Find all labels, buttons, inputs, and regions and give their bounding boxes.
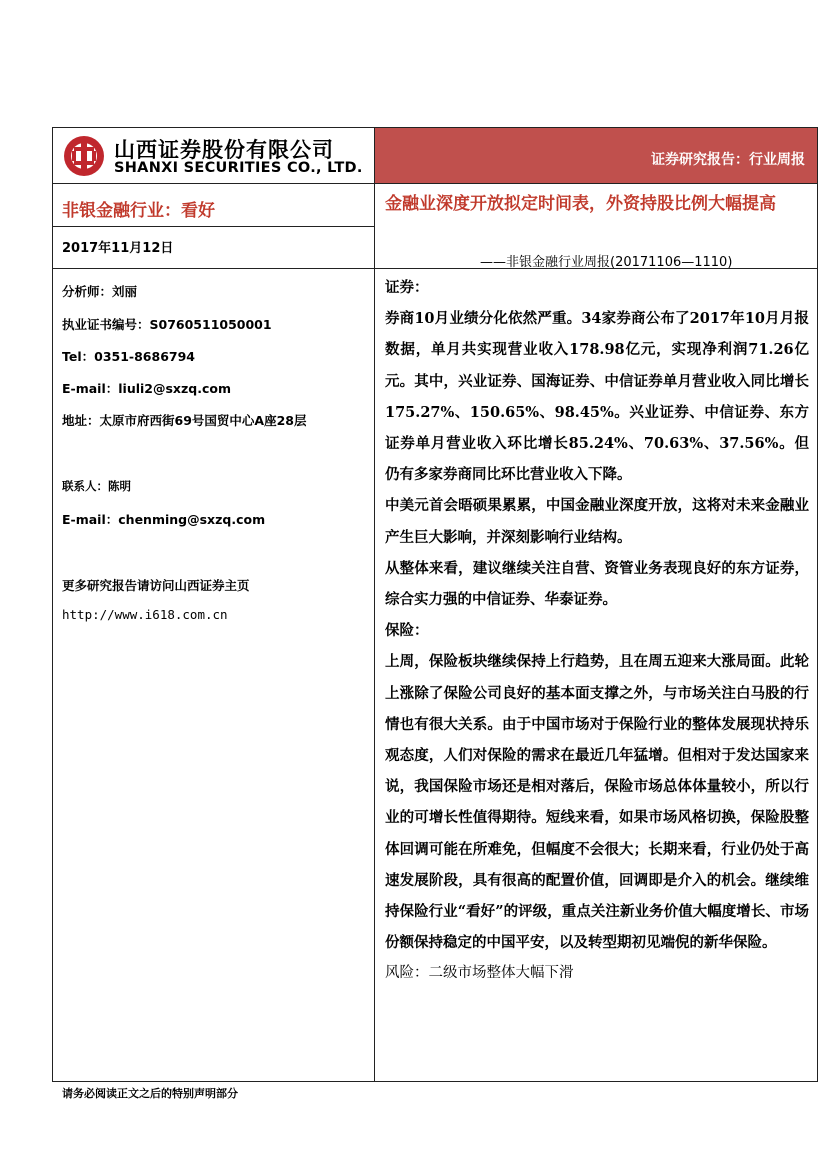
body-paragraph: 中美元首会晤硕果累累，中国金融业深度开放，这将对未来金融业产生巨大影响，并深刻影响行业结构。: [385, 497, 809, 546]
contact-name: 联系人：陈明: [62, 479, 131, 493]
company-logo: [53, 128, 374, 183]
analyst-tel: Tel：0351-8686794: [62, 349, 195, 364]
analyst-email: E-mail：liuli2@sxzq.com: [62, 381, 231, 396]
disclaimer-footer: 请务必阅读正文之后的特别声明部分: [62, 1087, 238, 1100]
report-body: [385, 272, 809, 990]
company-logo-icon: [62, 134, 106, 178]
column-divider: [374, 127, 375, 1082]
company-name-cn: 山西证券股份有限公司: [114, 138, 334, 162]
industry-rating: 非银金融行业：看好: [62, 201, 215, 221]
contact-email: E-mail：chenming@sxzq.com: [62, 512, 266, 527]
report-type-banner: [375, 128, 817, 183]
report-headline: 金融业深度开放拟定时间表，外资持股比例大幅提高: [385, 194, 776, 214]
divider: [52, 183, 818, 184]
more-reports-text: 更多研究报告请访问山西证券主页: [62, 578, 250, 593]
section-heading-insurance: 保险：: [385, 622, 429, 640]
analyst-name: 分析师：刘丽: [62, 284, 138, 299]
body-paragraph: 券商10月业绩分化依然严重。34家券商公布了2017年10月月报数据，单月共实现营业收入178.98亿元，实现净利润71.26亿元。其中，兴业证券、国海证券、中信证券单月营业收入同比增长175.27%、150.65%、98.45%。兴业证券、中信证券、东方证券单月营业收入环比增长85.24%、70.63%、37.56%。但仍有多家券商同比环比营业收入下降。: [385, 310, 809, 484]
company-name-en: SHANXI SECURITIES CO., LTD.: [114, 160, 363, 176]
divider: [52, 226, 374, 227]
body-paragraph: 从整体来看，建议继续关注自营、资管业务表现良好的东方证券，综合实力强的中信证券、华泰证券。: [385, 559, 809, 609]
body-paragraph: 上周，保险板块继续保持上行趋势，且在周五迎来大涨局面。此轮上涨除了保险公司良好的基本面支撑之外，与市场关注白马股的行情也有很大关系。由于中国市场对于保险行业的整体发展现状持乐观态度，人们对保险的需求在最近几年猛增。但相对于发达国家来说，我国保险市场还是相对落后，保险市场总体体量较小，所以行业的可增长性值得期待。短线来看，如果市场风格切换，保险股整体回调可能在所难免，但幅度不会很大；长期来看，行业仍处于高速发展阶段，具有很高的配置价值，回调即是介入的机会。继续维持保险行业“看好”的评级，重点关注新业务价值大幅度增长、市场份额保持稳定的中国平安，以及转型期初见端倪的新华保险。: [385, 653, 809, 952]
report-date: 2017年11月12日: [62, 241, 174, 256]
analyst-address: 地址：太原市府西街69号国贸中心A座28层: [62, 413, 307, 428]
report-type: 证券研究报告：行业周报: [651, 152, 805, 168]
section-heading-securities: 证券：: [385, 279, 429, 296]
website-link[interactable]: http://www.i618.com.cn: [62, 607, 228, 622]
risk-note: 风险：二级市场整体大幅下滑: [385, 965, 574, 982]
report-subtitle: ——非银金融行业周报(20171106—1110): [480, 255, 733, 270]
analyst-cert: 执业证书编号：S0760511050001: [62, 317, 272, 332]
